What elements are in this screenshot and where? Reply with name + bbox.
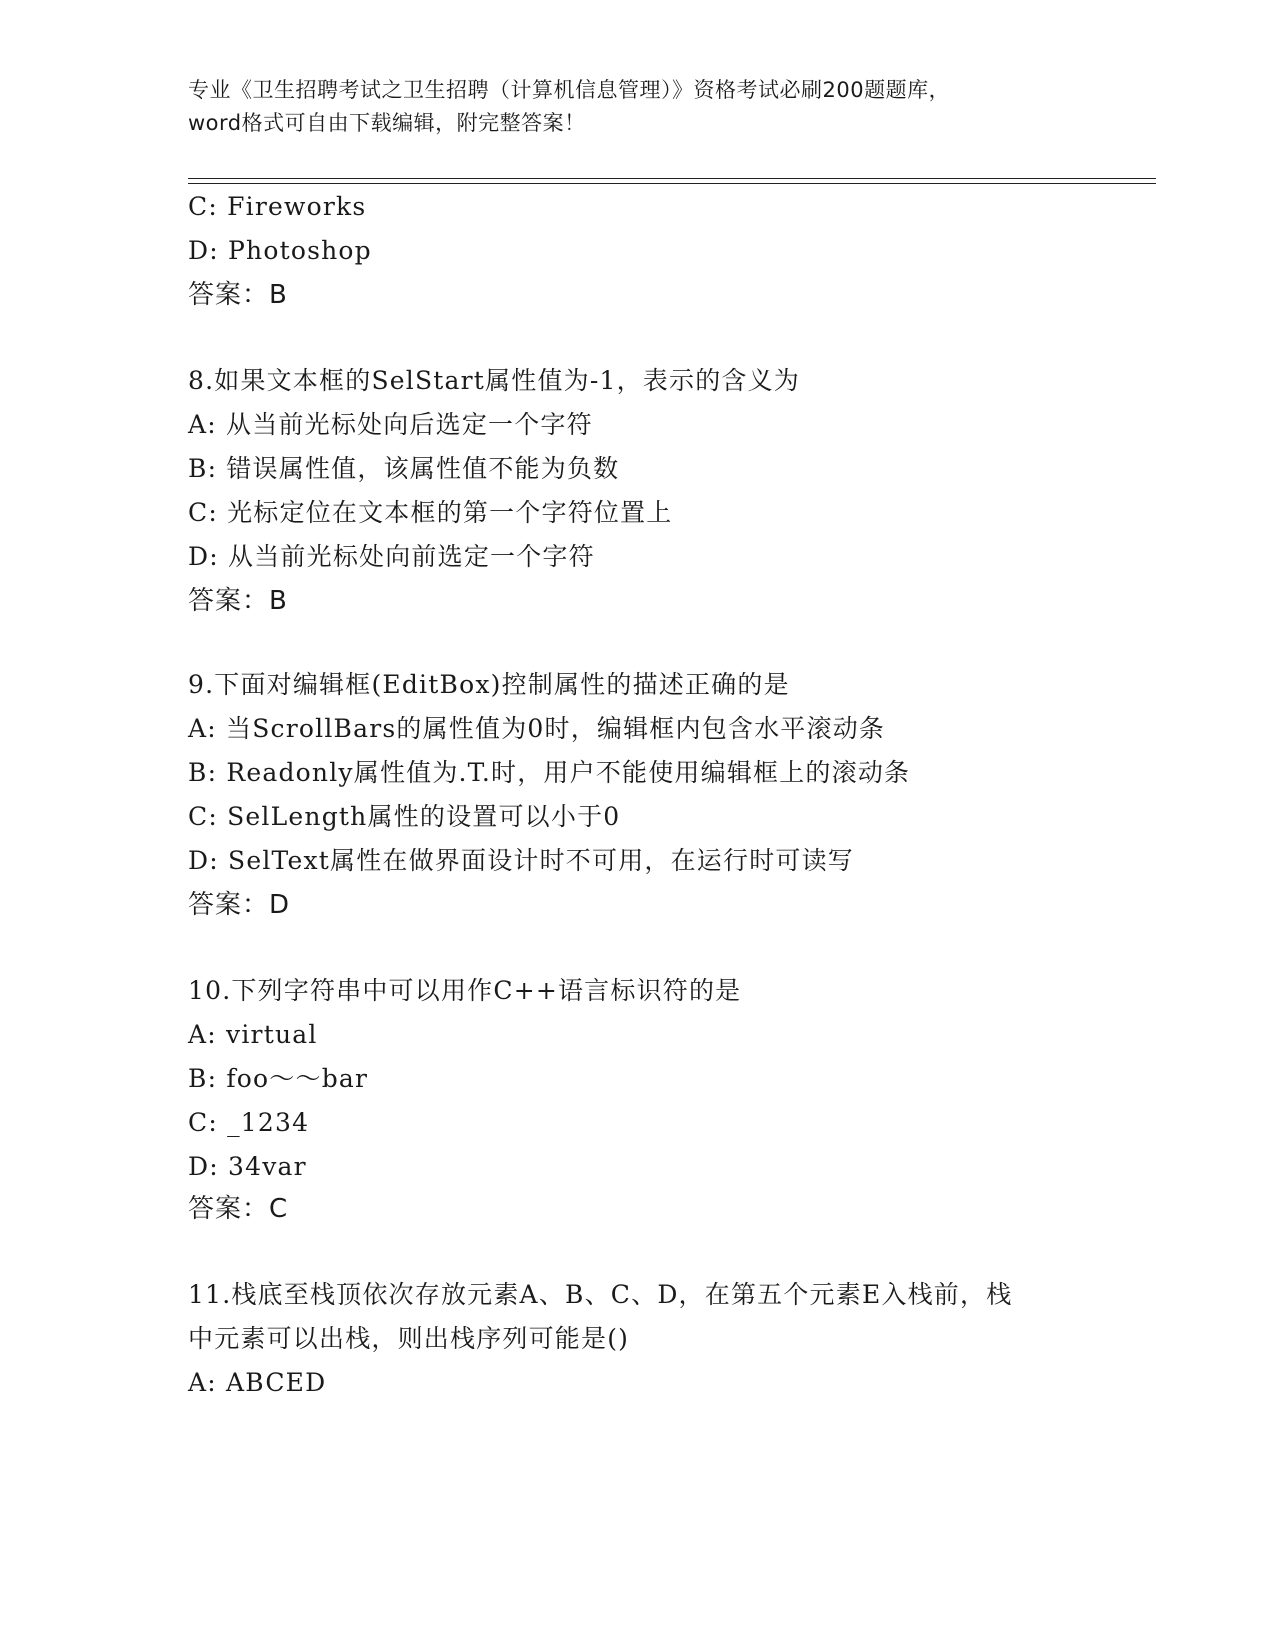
q9-option-b: B: Readonly属性值为.T.时，用户不能使用编辑框上的滚动条 — [188, 758, 911, 787]
q10-answer: 答案：C — [188, 1194, 289, 1224]
q11-stem-line-1: 11.栈底至栈顶依次存放元素A、B、C、D，在第五个元素E入栈前，栈 — [188, 1280, 1013, 1309]
q8-answer: 答案：B — [188, 586, 288, 616]
q10-option-c: C: _1234 — [188, 1108, 310, 1137]
q10-option-d: D: 34var — [188, 1152, 307, 1181]
q8-stem: 8.如果文本框的SelStart属性值为-1，表示的含义为 — [188, 366, 800, 395]
header-line-2: word格式可自由下载编辑，附完整答案！ — [188, 111, 586, 135]
q7-option-c: C: Fireworks — [188, 192, 367, 221]
q10-option-b: B: foo～～bar — [188, 1064, 369, 1093]
q11-stem-line-2: 中元素可以出栈，则出栈序列可能是() — [188, 1324, 630, 1353]
q7-answer: 答案：B — [188, 280, 288, 310]
header-divider-bottom — [188, 183, 1156, 184]
q10-stem: 10.下列字符串中可以用作C++语言标识符的是 — [188, 976, 742, 1005]
q9-option-a: A: 当ScrollBars的属性值为0时，编辑框内包含水平滚动条 — [188, 714, 886, 743]
document-header — [188, 74, 1088, 140]
q8-option-a: A: 从当前光标处向后选定一个字符 — [188, 410, 593, 439]
q9-stem: 9.下面对编辑框(EditBox)控制属性的描述正确的是 — [188, 670, 790, 699]
q11-option-a: A: ABCED — [188, 1368, 327, 1397]
q9-answer: 答案：D — [188, 890, 291, 920]
q9-option-c: C: SelLength属性的设置可以小于0 — [188, 802, 621, 831]
q10-option-a: A: virtual — [188, 1020, 318, 1049]
q9-option-d: D: SelText属性在做界面设计时不可用，在运行时可读写 — [188, 846, 855, 875]
q8-option-c: C: 光标定位在文本框的第一个字符位置上 — [188, 498, 673, 527]
q7-option-d: D: Photoshop — [188, 236, 372, 265]
q8-option-d: D: 从当前光标处向前选定一个字符 — [188, 542, 595, 571]
header-divider-top — [188, 178, 1156, 179]
header-line-1: 专业《卫生招聘考试之卫生招聘（计算机信息管理）》资格考试必刷200题题库， — [188, 78, 951, 102]
q8-option-b: B: 错误属性值，该属性值不能为负数 — [188, 454, 620, 483]
